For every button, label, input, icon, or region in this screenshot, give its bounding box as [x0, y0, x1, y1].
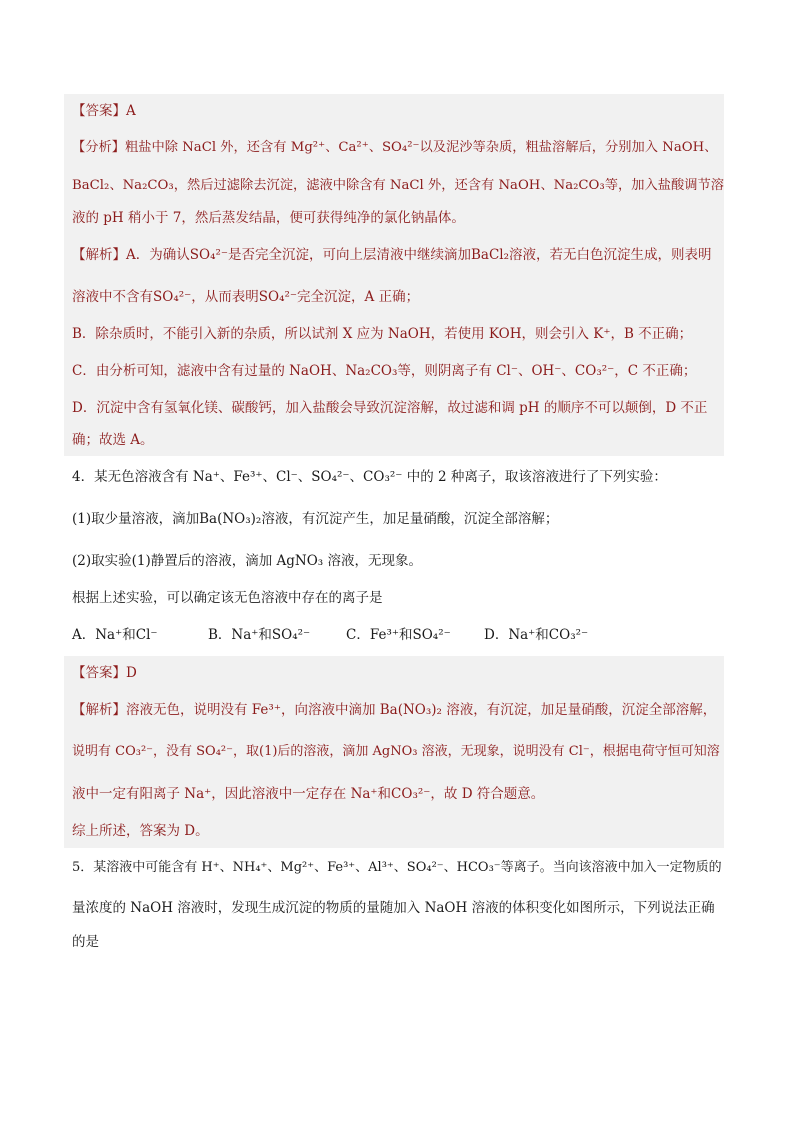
option-c: C．Fe³⁺和SO₄²⁻ — [346, 627, 451, 643]
explanation-1-line-5: D．沉淀中含有氢氧化镁、碳酸钙，加入盐酸会导致沉淀溶解，故过滤和调 pH 的顺序不可以颠倒，D 不正 — [72, 400, 708, 416]
option-b: B．Na⁺和SO₄²⁻ — [208, 627, 311, 643]
explanation-2-line-2: 说明有 CO₃²⁻，没有 SO₄²⁻，取(1)后的溶液，滴加 AgNO₃ 溶液，无现象，说明没有 Cl⁻，根据电荷守恒可知溶 — [72, 744, 720, 759]
question-5-line-2: 量浓度的 NaOH 溶液时，发现生成沉淀的物质的量随加入 NaOH 溶液的体积变化如图所示，下列说法正确 — [72, 900, 715, 916]
explanation-1-line-2: 溶液中不含有SO₄²⁻，从而表明SO₄²⁻完全沉淀，A 正确； — [72, 289, 420, 305]
option-d: D．Na⁺和CO₃²⁻ — [484, 627, 589, 643]
explanation-2-line-3: 液中一定有阳离子 Na⁺，因此溶液中一定存在 Na⁺和CO₃²⁻，故 D 符合题意。 — [72, 786, 545, 802]
explanation-1-line-1: 【解析】A．为确认SO₄²⁻是否完全沉淀，可向上层清液中继续滴加BaCl₂溶液，若无白色沉淀生成，则表明 — [72, 247, 712, 263]
explanation-1-line-6: 确；故选 A。 — [72, 432, 154, 448]
question-5-line-3: 的是 — [72, 934, 99, 950]
question-4-stem: 4．某无色溶液含有 Na⁺、Fe³⁺、Cl⁻、SO₄²⁻、CO₃²⁻ 中的 2 种离子，取该溶液进行了下列实验： — [72, 469, 667, 485]
question-4-step-2: (2)取实验(1)静置后的溶液，滴加 AgNO₃ 溶液，无现象。 — [72, 553, 423, 569]
analysis-line-1: 【分析】粗盐中除 NaCl 外，还含有 Mg²⁺、Ca²⁺、SO₄²⁻以及泥沙等杂质，粗盐溶解后，分别加入 NaOH、 — [72, 140, 718, 155]
explanation-1-line-3: B．除杂质时，不能引入新的杂质，所以试剂 X 应为 NaOH，若使用 KOH，则会引入 K⁺，B 不正确； — [72, 326, 693, 342]
question-5-line-1: 5．某溶液中可能含有 H⁺、NH₄⁺、Mg²⁺、Fe³⁺、Al³⁺、SO₄²⁻、HCO₃⁻等离子。当向该溶液中加入一定物质的 — [72, 860, 722, 875]
question-4-prompt: 根据上述实验，可以确定该无色溶液中存在的离子是 — [72, 590, 383, 606]
explanation-2-line-1: 【解析】溶液无色，说明没有 Fe³⁺，向溶液中滴加 Ba(NO₃)₂ 溶液，有沉淀，加足量硝酸，沉淀全部溶解， — [72, 702, 717, 718]
question-4-step-1: (1)取少量溶液，滴加Ba(NO₃)₂溶液，有沉淀产生，加足量硝酸，沉淀全部溶解； — [72, 511, 559, 527]
answer-1-label: 【答案】A — [72, 103, 136, 119]
explanation-1-line-4: C．由分析可知，滤液中含有过量的 NaOH、Na₂CO₃等，则阴离子有 Cl⁻、OH⁻、CO₃²⁻，C 不正确； — [72, 363, 697, 379]
option-a: A．Na⁺和Cl⁻ — [72, 627, 158, 643]
analysis-line-2: BaCl₂、Na₂CO₃，然后过滤除去沉淀，滤液中除含有 NaCl 外，还含有 NaOH、Na₂CO₃等，加入盐酸调节溶 — [72, 178, 724, 193]
answer-2-summary: 综上所述，答案为 D。 — [72, 823, 209, 839]
answer-2-label: 【答案】D — [72, 665, 137, 681]
analysis-line-3: 液的 pH 稍小于 7，然后蒸发结晶，便可获得纯净的氯化钠晶体。 — [72, 210, 465, 226]
